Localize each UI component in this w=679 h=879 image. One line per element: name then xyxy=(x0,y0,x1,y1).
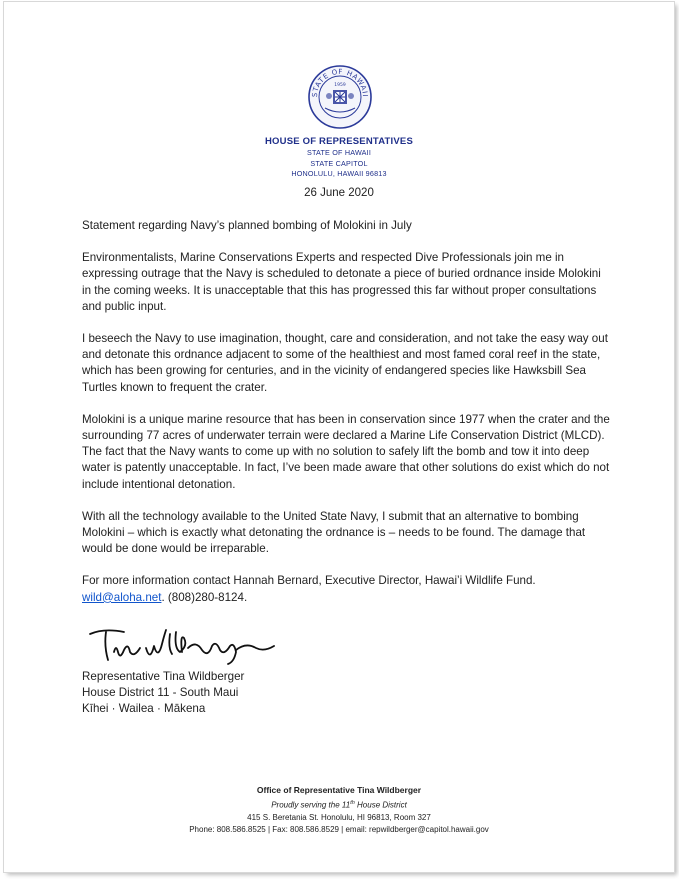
paragraph-3: Molokini is a unique marine resource that has been in conservation since 1977 when the crater and the surrounding 77 acres of underwater terrain were declared a Marine Life Conservation District (MLCD). The fact that the Navy wants to come up with no solution to safely lift the bomb and tow it into deep water is patently unacceptable. In fact, I’ve been made aware that other solutions do exist which do not include intentional detonation. xyxy=(82,412,610,491)
signature-image xyxy=(84,622,284,668)
letter-body xyxy=(82,218,612,622)
footer-office: Office of Representative Tina Wildberger xyxy=(256,785,422,795)
letter-page xyxy=(4,2,674,872)
state-seal-icon xyxy=(307,64,373,130)
paragraph-1: Environmentalists, Marine Conservations Experts and respected Dive Professionals join me in expressing outrage that the Navy is scheduled to detonate a piece of buried ordnance inside Molokini in the coming weeks. It is unacceptable that this has progressed this far without proper consultations and public input. xyxy=(82,251,601,313)
seal-ring-text: STATE OF HAWAII xyxy=(310,67,370,98)
signer-towns: Kīhei · Wailea · Mākena xyxy=(82,702,206,716)
footer xyxy=(4,784,674,837)
footer-address: 415 S. Beretania St. Honolulu, HI 96813, Room 327 xyxy=(247,812,431,822)
footer-contact: Phone: 808.586.8525 | Fax: 808.586.8529 | email: repwildberger@capitol.hawaii.gov xyxy=(189,825,489,835)
letterhead-capitol: STATE CAPITOL xyxy=(310,158,368,168)
seal-year: 1959 xyxy=(334,83,346,88)
letterhead-state: STATE OF HAWAII xyxy=(306,148,372,157)
signer-name: Representative Tina Wildberger xyxy=(82,670,245,683)
signer-district: House District 11 - South Maui xyxy=(82,686,239,700)
paragraph-4: With all the technology available to the United State Navy, I submit that an alternative to bombing Molokini – which is exactly what detonating the ordnance is – needs to be found. The damage that would be done would be irreparable. xyxy=(82,509,586,556)
paragraph-5 xyxy=(82,573,612,605)
footer-serving: Proudly serving the 11th House District xyxy=(271,799,407,810)
contact-text: For more information contact Hannah Bernard, Executive Director, Hawai’i Wildlife Fund. xyxy=(82,574,536,588)
letterhead xyxy=(4,135,674,180)
email-link[interactable]: wild@aloha.net xyxy=(82,590,162,604)
paragraph-2: I beseech the Navy to use imagination, thought, care and consideration, and not take the easy way out and detonate this ordnance adjacent to some of the healthiest and most famed coral reef in the state, which has been growing for centuries, and in the vicinity of endangered species like Hawksbill Sea Turtles known to frequent the crater. xyxy=(82,332,608,394)
contact-phone: . (808)280-8124. xyxy=(161,590,248,604)
subject-line: Statement regarding Navy’s planned bombing of Molokini in July xyxy=(82,219,412,232)
letter-date: 26 June 2020 xyxy=(304,187,374,199)
signature-block xyxy=(82,669,244,718)
letterhead-city: HONOLULU, HAWAII 96813 xyxy=(291,169,387,178)
letterhead-title: HOUSE OF REPRESENTATIVES xyxy=(264,136,414,147)
